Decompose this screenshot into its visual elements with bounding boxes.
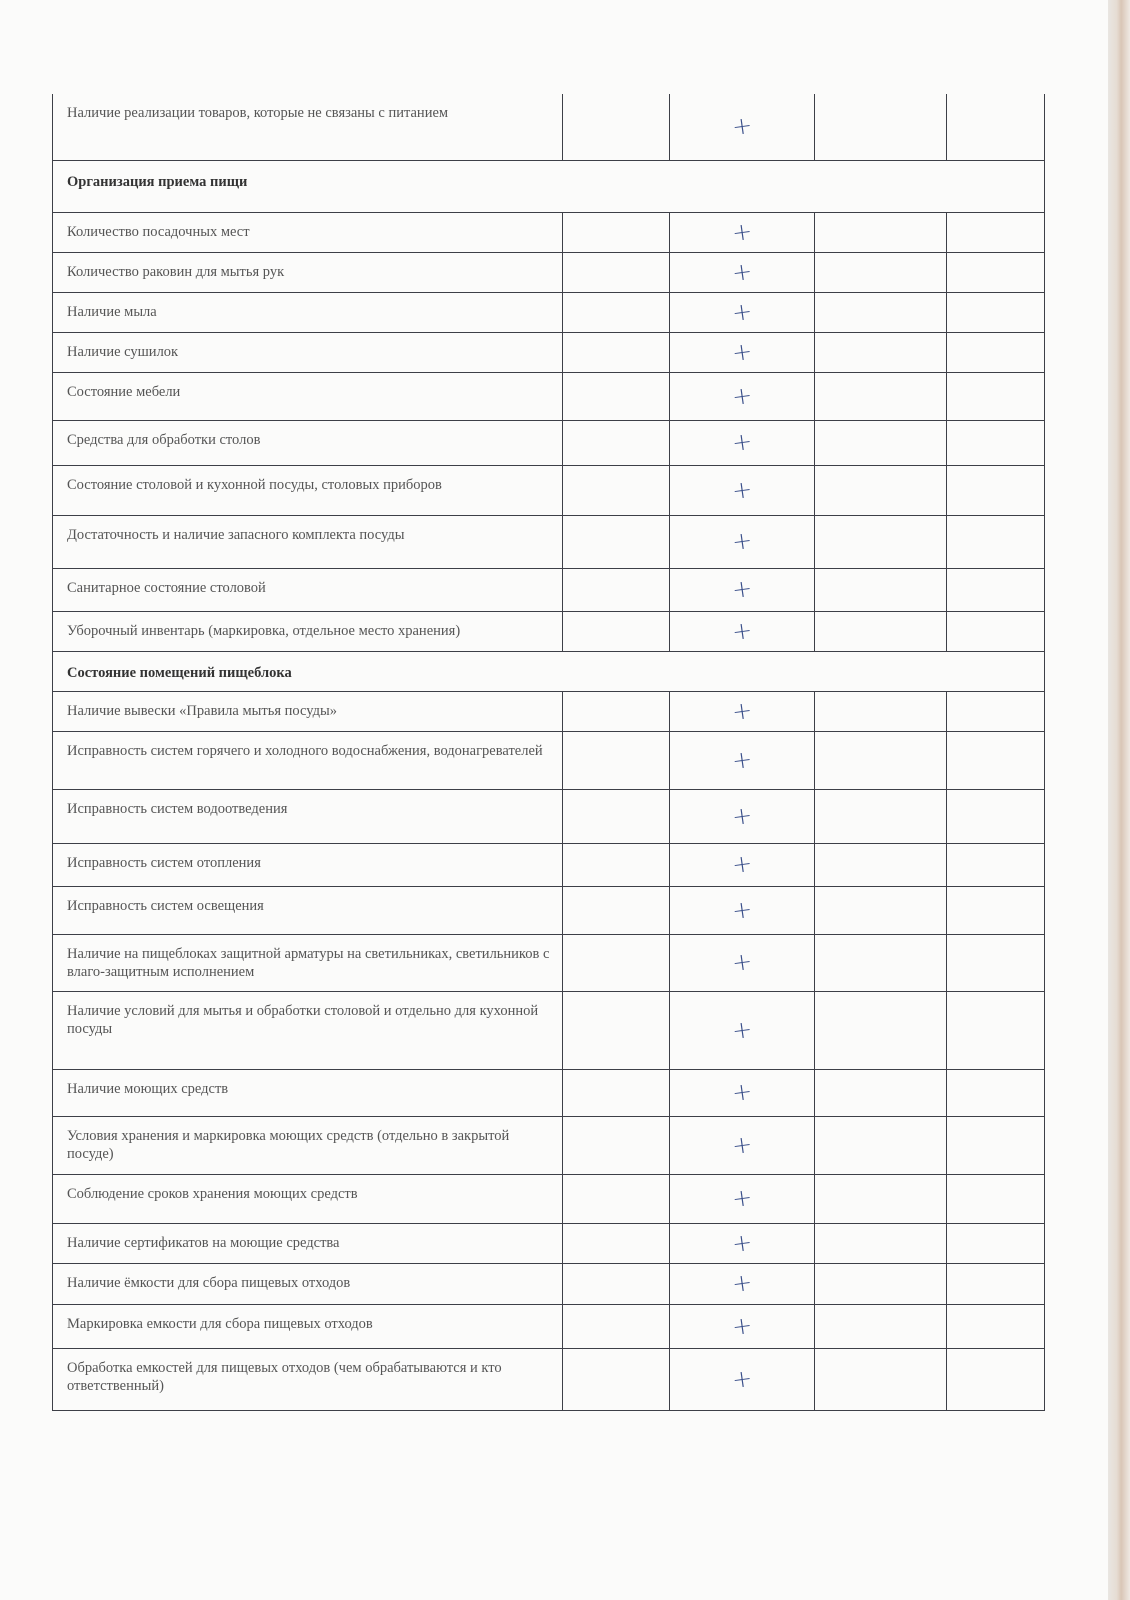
handwritten-plus-mark: + bbox=[730, 894, 754, 925]
mark-cell-2[interactable] bbox=[670, 1174, 815, 1223]
criterion-label: Достаточность и наличие запасного комплекта посуды bbox=[53, 515, 563, 568]
checklist-row bbox=[53, 1348, 1045, 1410]
mark-cell-2[interactable] bbox=[670, 731, 815, 789]
criterion-label: Наличие сертификатов на моющие средства bbox=[53, 1223, 563, 1263]
handwritten-plus-mark: + bbox=[730, 1129, 754, 1160]
checklist-row bbox=[53, 372, 1045, 420]
handwritten-plus-mark: + bbox=[730, 800, 754, 831]
mark-cell-2[interactable] bbox=[670, 886, 815, 934]
checklist-row bbox=[53, 212, 1045, 252]
mark-cell-4[interactable] bbox=[947, 292, 1045, 332]
mark-cell-2[interactable] bbox=[670, 1223, 815, 1263]
mark-cell-3[interactable] bbox=[815, 372, 947, 420]
mark-cell-3[interactable] bbox=[815, 991, 947, 1069]
mark-cell-3[interactable] bbox=[815, 212, 947, 252]
mark-cell-2[interactable] bbox=[670, 1069, 815, 1116]
mark-cell-2[interactable] bbox=[670, 789, 815, 843]
mark-cell-3[interactable] bbox=[815, 465, 947, 515]
mark-cell-2[interactable] bbox=[670, 1263, 815, 1304]
checklist-row bbox=[53, 465, 1045, 515]
checklist-row bbox=[53, 611, 1045, 651]
mark-cell-1[interactable] bbox=[563, 611, 670, 651]
mark-cell-2[interactable] bbox=[670, 292, 815, 332]
criterion-label: Наличие условий для мытья и обработки столовой и отдельно для кухонной посуды bbox=[53, 991, 563, 1069]
mark-cell-4[interactable] bbox=[947, 691, 1045, 731]
handwritten-plus-mark: + bbox=[730, 1310, 754, 1341]
checklist-row bbox=[53, 515, 1045, 568]
mark-cell-1[interactable] bbox=[563, 420, 670, 465]
criterion-label: Состояние мебели bbox=[53, 372, 563, 420]
checklist-row bbox=[53, 1223, 1045, 1263]
handwritten-plus-mark: + bbox=[730, 216, 754, 247]
checklist-row bbox=[53, 691, 1045, 731]
mark-cell-1[interactable] bbox=[563, 292, 670, 332]
checklist-row bbox=[53, 934, 1045, 991]
mark-cell-4[interactable] bbox=[947, 789, 1045, 843]
mark-cell-3[interactable] bbox=[815, 94, 947, 160]
mark-cell-4[interactable] bbox=[947, 1069, 1045, 1116]
mark-cell-1[interactable] bbox=[563, 465, 670, 515]
mark-cell-2[interactable] bbox=[670, 843, 815, 886]
mark-cell-1[interactable] bbox=[563, 1263, 670, 1304]
mark-cell-1[interactable] bbox=[563, 1116, 670, 1174]
checklist-row bbox=[53, 843, 1045, 886]
checklist-row bbox=[53, 568, 1045, 611]
mark-cell-2[interactable] bbox=[670, 1304, 815, 1348]
mark-cell-4[interactable] bbox=[947, 332, 1045, 372]
mark-cell-1[interactable] bbox=[563, 94, 670, 160]
criterion-label: Наличие ёмкости для сбора пищевых отходов bbox=[53, 1263, 563, 1304]
criterion-label: Наличие моющих средств bbox=[53, 1069, 563, 1116]
mark-cell-1[interactable] bbox=[563, 372, 670, 420]
mark-cell-3[interactable] bbox=[815, 731, 947, 789]
handwritten-plus-mark: + bbox=[730, 1227, 754, 1258]
mark-cell-4[interactable] bbox=[947, 252, 1045, 292]
criterion-label: Наличие вывески «Правила мытья посуды» bbox=[53, 691, 563, 731]
mark-cell-3[interactable] bbox=[815, 332, 947, 372]
mark-cell-1[interactable] bbox=[563, 1069, 670, 1116]
criterion-label: Исправность систем горячего и холодного водоснабжения, водонагревателей bbox=[53, 731, 563, 789]
checklist-row bbox=[53, 94, 1045, 160]
mark-cell-3[interactable] bbox=[815, 1174, 947, 1223]
mark-cell-2[interactable] bbox=[670, 332, 815, 372]
mark-cell-4[interactable] bbox=[947, 1174, 1045, 1223]
criterion-label: Средства для обработки столов bbox=[53, 420, 563, 465]
mark-cell-4[interactable] bbox=[947, 1348, 1045, 1410]
handwritten-plus-mark: + bbox=[730, 848, 754, 880]
mark-cell-3[interactable] bbox=[815, 252, 947, 292]
mark-cell-3[interactable] bbox=[815, 843, 947, 886]
criterion-label: Условия хранения и маркировка моющих средств (отдельно в закрытой посуде) bbox=[53, 1116, 563, 1174]
handwritten-plus-mark: + bbox=[730, 336, 754, 367]
mark-cell-2[interactable] bbox=[670, 372, 815, 420]
mark-cell-1[interactable] bbox=[563, 991, 670, 1069]
criterion-label: Маркировка емкости для сбора пищевых отходов bbox=[53, 1304, 563, 1348]
handwritten-plus-mark: + bbox=[730, 256, 754, 287]
mark-cell-3[interactable] bbox=[815, 611, 947, 651]
mark-cell-2[interactable] bbox=[670, 420, 815, 465]
mark-cell-1[interactable] bbox=[563, 332, 670, 372]
mark-cell-4[interactable] bbox=[947, 212, 1045, 252]
inspection-checklist-table bbox=[52, 94, 1045, 1411]
criterion-label: Наличие на пищеблоках защитной арматуры на светильниках, светильников с влаго-защитным исполнением bbox=[53, 934, 563, 991]
section-title: Организация приема пищи bbox=[53, 160, 1045, 212]
mark-cell-1[interactable] bbox=[563, 934, 670, 991]
mark-cell-1[interactable] bbox=[563, 731, 670, 789]
checklist-row bbox=[53, 292, 1045, 332]
handwritten-plus-mark: + bbox=[730, 1076, 754, 1108]
mark-cell-2[interactable] bbox=[670, 515, 815, 568]
criterion-label: Уборочный инвентарь (маркировка, отдельное место хранения) bbox=[53, 611, 563, 651]
criterion-label: Наличие сушилок bbox=[53, 332, 563, 372]
checklist-row bbox=[53, 1116, 1045, 1174]
mark-cell-4[interactable] bbox=[947, 843, 1045, 886]
mark-cell-4[interactable] bbox=[947, 1304, 1045, 1348]
mark-cell-4[interactable] bbox=[947, 611, 1045, 651]
mark-cell-4[interactable] bbox=[947, 420, 1045, 465]
section-title: Состояние помещений пищеблока bbox=[53, 651, 1045, 691]
criterion-label: Количество посадочных мест bbox=[53, 212, 563, 252]
checklist-row bbox=[53, 886, 1045, 934]
handwritten-plus-mark: + bbox=[730, 1267, 754, 1299]
criterion-label: Соблюдение сроков хранения моющих средств bbox=[53, 1174, 563, 1223]
mark-cell-1[interactable] bbox=[563, 252, 670, 292]
mark-cell-3[interactable] bbox=[815, 568, 947, 611]
handwritten-plus-mark: + bbox=[730, 426, 754, 458]
handwritten-plus-mark: + bbox=[730, 474, 754, 505]
mark-cell-1[interactable] bbox=[563, 691, 670, 731]
criterion-label: Исправность систем освещения bbox=[53, 886, 563, 934]
checklist-row bbox=[53, 332, 1045, 372]
mark-cell-4[interactable] bbox=[947, 934, 1045, 991]
handwritten-plus-mark: + bbox=[730, 744, 754, 775]
mark-cell-4[interactable] bbox=[947, 372, 1045, 420]
mark-cell-1[interactable] bbox=[563, 1174, 670, 1223]
mark-cell-1[interactable] bbox=[563, 1223, 670, 1263]
criterion-label: Количество раковин для мытья рук bbox=[53, 252, 563, 292]
mark-cell-3[interactable] bbox=[815, 515, 947, 568]
mark-cell-3[interactable] bbox=[815, 1116, 947, 1174]
handwritten-plus-mark: + bbox=[730, 525, 754, 557]
mark-cell-2[interactable] bbox=[670, 1348, 815, 1410]
section-header-row bbox=[53, 160, 1045, 212]
mark-cell-3[interactable] bbox=[815, 1348, 947, 1410]
mark-cell-2[interactable] bbox=[670, 1116, 815, 1174]
criterion-label: Наличие реализации товаров, которые не связаны с питанием bbox=[53, 94, 563, 160]
handwritten-plus-mark: + bbox=[730, 1014, 754, 1045]
mark-cell-4[interactable] bbox=[947, 731, 1045, 789]
checklist-row bbox=[53, 731, 1045, 789]
checklist-row bbox=[53, 1304, 1045, 1348]
mark-cell-1[interactable] bbox=[563, 1304, 670, 1348]
handwritten-plus-mark: + bbox=[730, 615, 754, 646]
mark-cell-3[interactable] bbox=[815, 1223, 947, 1263]
checklist-row bbox=[53, 1263, 1045, 1304]
mark-cell-4[interactable] bbox=[947, 991, 1045, 1069]
mark-cell-2[interactable] bbox=[670, 252, 815, 292]
handwritten-plus-mark: + bbox=[730, 695, 754, 726]
mark-cell-2[interactable] bbox=[670, 568, 815, 611]
checklist-row bbox=[53, 252, 1045, 292]
mark-cell-2[interactable] bbox=[670, 465, 815, 515]
mark-cell-3[interactable] bbox=[815, 1069, 947, 1116]
handwritten-plus-mark: + bbox=[730, 573, 754, 605]
checklist-row bbox=[53, 991, 1045, 1069]
mark-cell-3[interactable] bbox=[815, 934, 947, 991]
mark-cell-3[interactable] bbox=[815, 1263, 947, 1304]
criterion-label: Исправность систем водоотведения bbox=[53, 789, 563, 843]
handwritten-plus-mark: + bbox=[730, 1182, 754, 1214]
mark-cell-1[interactable] bbox=[563, 789, 670, 843]
criterion-label: Обработка емкостей для пищевых отходов (чем обрабатываются и кто ответственный) bbox=[53, 1348, 563, 1410]
mark-cell-4[interactable] bbox=[947, 886, 1045, 934]
mark-cell-1[interactable] bbox=[563, 1348, 670, 1410]
handwritten-plus-mark: + bbox=[730, 1363, 754, 1394]
handwritten-plus-mark: + bbox=[730, 110, 754, 142]
criterion-label: Санитарное состояние столовой bbox=[53, 568, 563, 611]
mark-cell-3[interactable] bbox=[815, 1304, 947, 1348]
mark-cell-1[interactable] bbox=[563, 515, 670, 568]
mark-cell-3[interactable] bbox=[815, 420, 947, 465]
mark-cell-4[interactable] bbox=[947, 94, 1045, 160]
page-edge bbox=[1108, 0, 1130, 1600]
mark-cell-1[interactable] bbox=[563, 843, 670, 886]
mark-cell-2[interactable] bbox=[670, 991, 815, 1069]
handwritten-plus-mark: + bbox=[730, 296, 754, 327]
handwritten-plus-mark: + bbox=[730, 946, 754, 978]
mark-cell-2[interactable] bbox=[670, 94, 815, 160]
mark-cell-3[interactable] bbox=[815, 789, 947, 843]
checklist-row bbox=[53, 789, 1045, 843]
mark-cell-2[interactable] bbox=[670, 934, 815, 991]
mark-cell-4[interactable] bbox=[947, 465, 1045, 515]
mark-cell-2[interactable] bbox=[670, 691, 815, 731]
mark-cell-1[interactable] bbox=[563, 568, 670, 611]
mark-cell-3[interactable] bbox=[815, 691, 947, 731]
mark-cell-1[interactable] bbox=[563, 886, 670, 934]
mark-cell-4[interactable] bbox=[947, 568, 1045, 611]
checklist-row bbox=[53, 420, 1045, 465]
mark-cell-2[interactable] bbox=[670, 212, 815, 252]
mark-cell-4[interactable] bbox=[947, 1223, 1045, 1263]
handwritten-plus-mark: + bbox=[730, 380, 754, 411]
checklist-row bbox=[53, 1174, 1045, 1223]
criterion-label: Наличие мыла bbox=[53, 292, 563, 332]
criterion-label: Исправность систем отопления bbox=[53, 843, 563, 886]
criterion-label: Состояние столовой и кухонной посуды, столовых приборов bbox=[53, 465, 563, 515]
mark-cell-4[interactable] bbox=[947, 1116, 1045, 1174]
mark-cell-4[interactable] bbox=[947, 1263, 1045, 1304]
checklist-row bbox=[53, 1069, 1045, 1116]
section-header-row bbox=[53, 651, 1045, 691]
mark-cell-3[interactable] bbox=[815, 886, 947, 934]
mark-cell-4[interactable] bbox=[947, 515, 1045, 568]
mark-cell-1[interactable] bbox=[563, 212, 670, 252]
mark-cell-2[interactable] bbox=[670, 611, 815, 651]
mark-cell-3[interactable] bbox=[815, 292, 947, 332]
